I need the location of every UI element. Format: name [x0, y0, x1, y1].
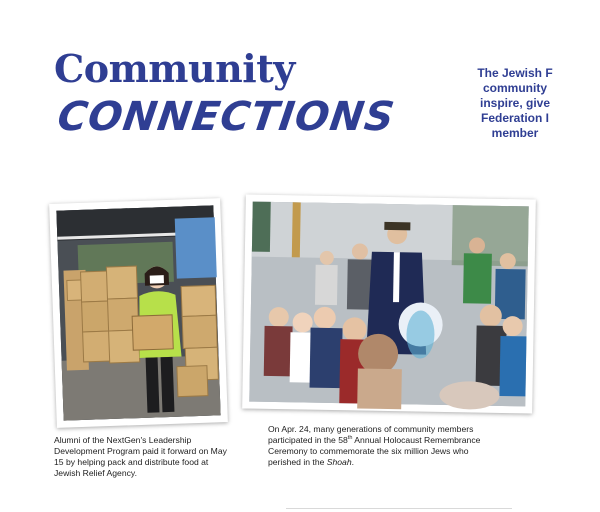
ceremony-photo	[242, 194, 536, 413]
intro-line: inspire, give	[479, 96, 551, 110]
section-title: Community	[54, 46, 295, 91]
intro-line: The Jewish F	[477, 66, 553, 80]
intro-line: member	[491, 126, 539, 140]
divider	[286, 508, 512, 509]
section-subtitle: CONNECTIONS	[54, 94, 398, 140]
intro-line: community	[482, 81, 547, 95]
volunteer-photo-caption: Alumni of the NextGen's Leadership Development Program paid it forward on May 15 by helping pack and distribute food at Jewish Relief Agency.	[54, 435, 227, 478]
volunteer-photo	[49, 198, 228, 428]
intro-line: Federation I	[480, 111, 549, 125]
volunteer-photo-illustration	[56, 205, 220, 420]
ceremony-photo-caption: On Apr. 24, many generations of community members participated in the 58th Annual Holocaust Remembrance Ceremony to commemorate the six million Jews who perished in the Shoah.	[268, 424, 481, 467]
intro-paragraph	[430, 66, 600, 141]
ceremony-photo-illustration	[249, 202, 528, 407]
